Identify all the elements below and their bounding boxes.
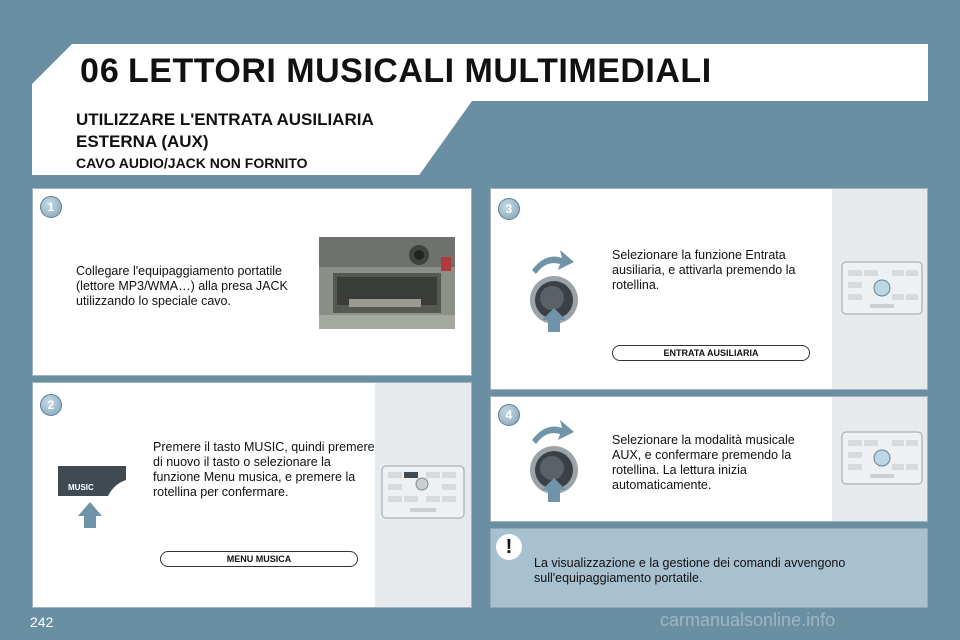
radio-unit-icon-3: [840, 258, 924, 318]
step-3-text: Selezionare la funzione Entrata ausiliaria, e attivarla premendo la rotellina.: [612, 248, 796, 292]
warning-icon: !: [496, 534, 522, 560]
music-key-icon: [58, 462, 128, 532]
step-1-text: Collegare l'equipaggiamento portatile (lettore MP3/WMA…) alla presa JACK utilizzando lo speciale cavo.: [76, 264, 288, 308]
step-3-badge: 3: [498, 198, 520, 220]
note-text: La visualizzazione e la gestione dei comandi avvengono sull'equipaggiamento portatile.: [534, 556, 846, 585]
page-number: 242: [30, 614, 54, 630]
radio-unit-icon: [380, 462, 466, 522]
entrata-ausiliaria-label: ENTRATA AUSILIARIA: [612, 345, 810, 361]
step-2-badge: 2: [40, 394, 62, 416]
step-1-badge: 1: [40, 196, 62, 218]
step-4-badge: 4: [498, 404, 520, 426]
rotary-knob-icon-4: [522, 418, 592, 502]
music-key-label: MUSIC: [68, 483, 94, 492]
watermark: carmanualsonline.info: [660, 610, 836, 630]
step-2-text: Premere il tasto MUSIC, quindi premere di nuovo il tasto o selezionare la funzione Menu musica, e premere la rotellina per confermare.: [153, 440, 375, 499]
section-title: UTILIZZARE L'ENTRATA AUSILIARIA ESTERNA (AUX): [76, 110, 374, 151]
chapter-number: 06: [80, 52, 120, 90]
step-4-text: Selezionare la modalità musicale AUX, e confermare premendo la rotellina. La lettura inizia automaticamente.: [612, 433, 795, 492]
page-title: LETTORI MUSICALI MULTIMEDIALI: [128, 52, 712, 90]
radio-unit-icon-4: [840, 428, 924, 488]
rotary-knob-icon: [522, 248, 592, 332]
glovebox-photo: [319, 237, 455, 329]
section-subtitle: CAVO AUDIO/JACK NON FORNITO: [76, 155, 308, 171]
menu-musica-label: MENU MUSICA: [160, 551, 358, 567]
